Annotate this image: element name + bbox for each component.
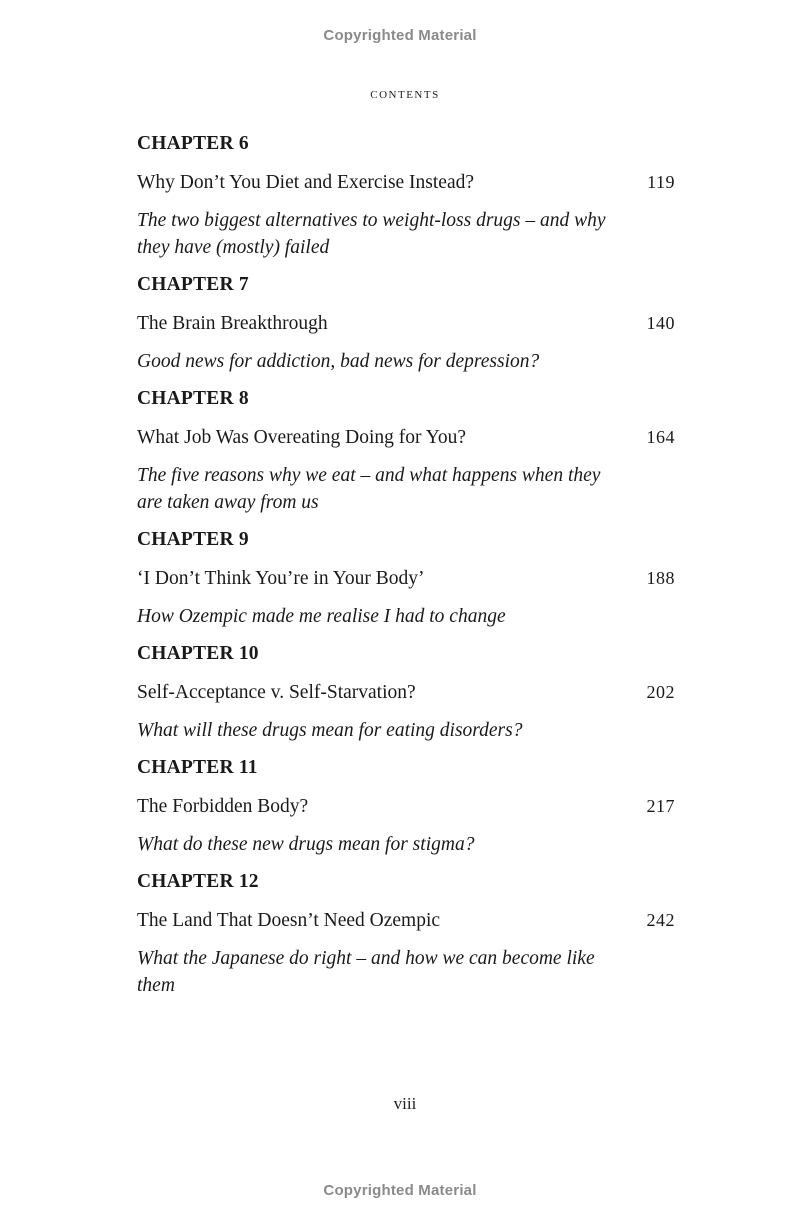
chapter-page-number: 119 bbox=[647, 172, 675, 192]
running-head bbox=[0, 86, 800, 103]
chapter-subtitle: The two biggest alternatives to weight-loss drugs – and why they have (mostly) failed bbox=[137, 210, 606, 258]
chapter-title: The Forbidden Body? bbox=[137, 796, 309, 817]
chapter-title: Why Don’t You Diet and Exercise Instead? bbox=[137, 172, 475, 193]
chapter-subtitle: What will these drugs mean for eating disorders? bbox=[137, 720, 523, 741]
copyright-watermark-bottom: Copyrighted Material bbox=[323, 1182, 477, 1199]
toc-entry bbox=[137, 130, 677, 261]
chapter-title: ‘I Don’t Think You’re in Your Body’ bbox=[137, 568, 425, 589]
chapter-subtitle: What the Japanese do right – and how we can become like them bbox=[137, 948, 595, 996]
chapter-label: CHAPTER 6 bbox=[137, 133, 249, 154]
toc-entry bbox=[137, 526, 677, 630]
chapter-subtitle: Good news for addiction, bad news for depression? bbox=[137, 351, 540, 372]
chapter-label: CHAPTER 12 bbox=[137, 871, 259, 892]
page-number-folio: viii bbox=[393, 1094, 417, 1113]
chapter-title: Self-Acceptance v. Self-Starvation? bbox=[137, 682, 416, 703]
chapter-subtitle: How Ozempic made me realise I had to change bbox=[137, 606, 506, 627]
chapter-title-row bbox=[137, 564, 677, 593]
chapter-subtitle: The five reasons why we eat – and what happens when they are taken away from us bbox=[137, 465, 601, 513]
chapter-label: CHAPTER 9 bbox=[137, 529, 249, 550]
chapter-label: CHAPTER 8 bbox=[137, 388, 249, 409]
toc-entry bbox=[137, 868, 677, 999]
chapter-title-row bbox=[137, 792, 677, 821]
toc-entry bbox=[137, 385, 677, 516]
chapter-title-row bbox=[137, 906, 677, 935]
running-head-text: contents bbox=[370, 86, 440, 102]
chapter-page-number: 188 bbox=[646, 568, 675, 588]
chapter-title-row bbox=[137, 423, 677, 452]
toc-entry bbox=[137, 271, 677, 375]
table-of-contents bbox=[137, 130, 677, 1009]
chapter-title: What Job Was Overeating Doing for You? bbox=[137, 427, 466, 448]
chapter-label: CHAPTER 10 bbox=[137, 643, 259, 664]
chapter-page-number: 140 bbox=[646, 313, 675, 333]
chapter-page-number: 217 bbox=[646, 796, 675, 816]
chapter-page-number: 202 bbox=[646, 682, 675, 702]
chapter-title-row bbox=[137, 168, 677, 197]
copyright-watermark-top: Copyrighted Material bbox=[323, 27, 477, 44]
chapter-subtitle: What do these new drugs mean for stigma? bbox=[137, 834, 475, 855]
chapter-title-row bbox=[137, 678, 677, 707]
chapter-title: The Brain Breakthrough bbox=[137, 313, 328, 334]
chapter-title-row bbox=[137, 309, 677, 338]
toc-entry bbox=[137, 640, 677, 744]
chapter-page-number: 242 bbox=[646, 910, 675, 930]
chapter-title: The Land That Doesn’t Need Ozempic bbox=[137, 910, 441, 931]
chapter-label: CHAPTER 11 bbox=[137, 757, 258, 778]
chapter-label: CHAPTER 7 bbox=[137, 274, 249, 295]
toc-entry bbox=[137, 754, 677, 858]
chapter-page-number: 164 bbox=[646, 427, 675, 447]
